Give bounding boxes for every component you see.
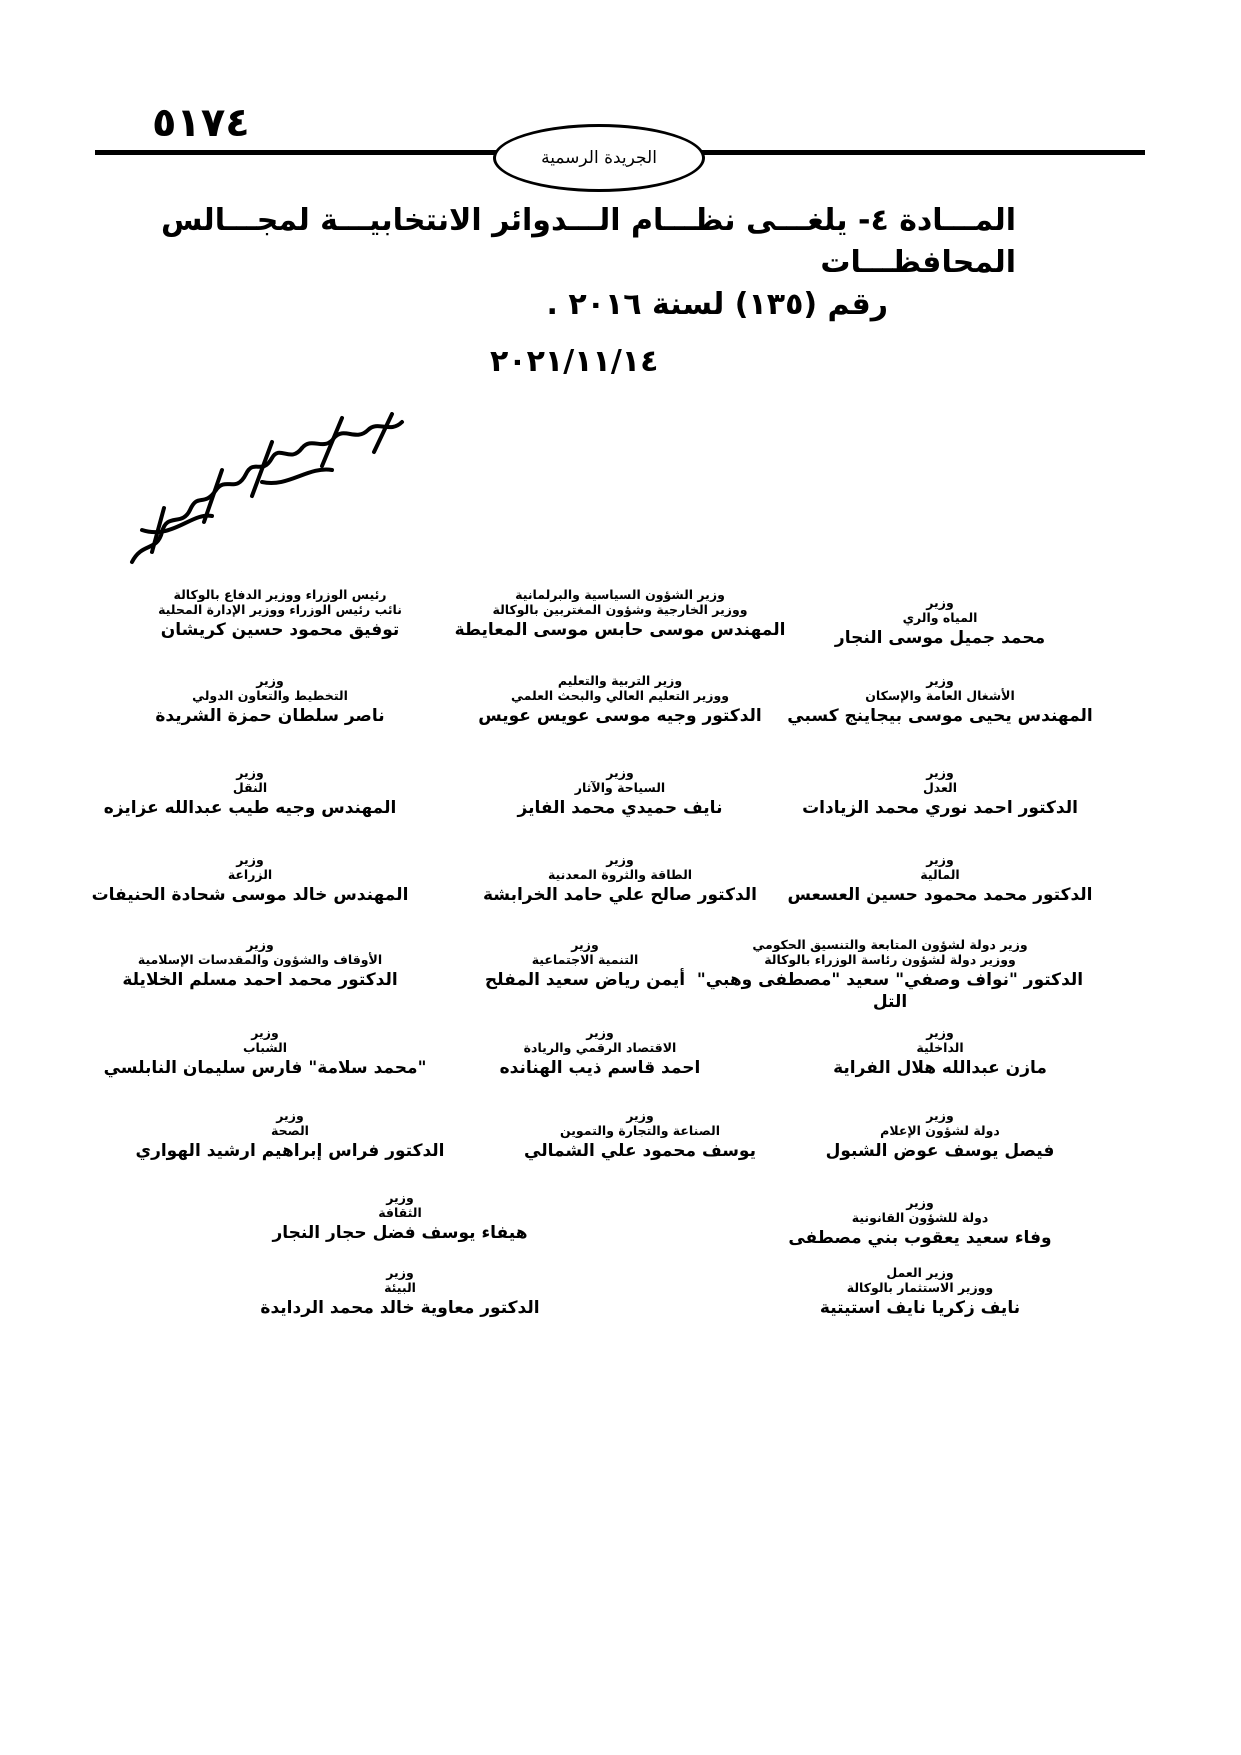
minister-title-line: المياه والري <box>902 610 978 625</box>
minister-name: يوسف محمود علي الشمالي <box>524 1141 756 1161</box>
minister-name: الدكتور معاوية خالد محمد الردايدة <box>260 1298 540 1318</box>
gazette-title-oval <box>493 124 705 192</box>
minister-block <box>420 1025 780 1079</box>
minister-block <box>420 673 820 727</box>
minister-title-line: الاقتصاد الرقمي والريادة <box>523 1040 677 1055</box>
minister-title-line: وزير الشؤون السياسية والبرلمانية <box>515 587 725 602</box>
royal-signature <box>112 412 412 572</box>
article-text <box>116 200 1016 326</box>
minister-name: الدكتور "نواف وصفي" سعيد "مصطفى وهبي" التل <box>696 970 1084 1012</box>
signature-strokes <box>132 414 402 562</box>
minister-name: فيصل يوسف عوض الشبول <box>825 1141 1055 1161</box>
minister-block <box>780 1108 1100 1162</box>
minister-block <box>420 587 820 641</box>
page-number: ٥١٧٤ <box>152 100 250 146</box>
minister-title-line: وزير <box>236 852 264 867</box>
minister-block <box>760 1265 1080 1319</box>
minister-name: الدكتور احمد نوري محمد الزيادات <box>802 798 1078 818</box>
minister-name: توفيق محمود حسين كريشان <box>160 620 400 640</box>
minister-title-line: الداخلية <box>916 1040 964 1055</box>
minister-title-line: الصحة <box>271 1123 309 1138</box>
minister-name: الدكتور محمد احمد مسلم الخلايلة <box>122 970 398 990</box>
minister-title-line: التنمية الاجتماعية <box>531 952 639 967</box>
minister-title-line: وزير <box>236 765 264 780</box>
minister-title-line: دولة لشؤون الإعلام <box>880 1123 1000 1138</box>
minister-title-line: دولة للشؤون القانونية <box>851 1210 989 1225</box>
minister-name: مازن عبدالله هلال الفراية <box>833 1058 1047 1078</box>
minister-title-line: وزير <box>606 852 634 867</box>
minister-title-line: الزراعة <box>227 867 273 882</box>
minister-block <box>780 673 1100 727</box>
minister-block <box>100 1108 480 1162</box>
minister-title-line: ووزير دولة لشؤون رئاسة الوزراء بالوكالة <box>764 952 1016 967</box>
minister-title-line: ووزير الخارجية وشؤون المغتربين بالوكالة <box>492 602 748 617</box>
minister-name: وفاء سعيد يعقوب بني مصطفى <box>788 1228 1052 1248</box>
minister-block <box>795 595 1085 649</box>
minister-title-line: وزير <box>386 1190 414 1205</box>
minister-title-line: المالية <box>920 867 960 882</box>
minister-block <box>780 1025 1100 1079</box>
minister-name: المهندس وجيه طيب عبدالله عزايزه <box>103 798 397 818</box>
minister-title-line: الثقافة <box>378 1205 422 1220</box>
minister-title-line: وزير <box>246 937 274 952</box>
minister-block <box>80 1025 450 1079</box>
minister-name: هيفاء يوسف فضل حجار النجار <box>272 1223 528 1243</box>
minister-name: "محمد سلامة" فارس سليمان النابلسي <box>103 1058 427 1078</box>
minister-title-line: الطاقة والثروة المعدنية <box>547 867 693 882</box>
minister-title-line: وزير التربية والتعليم <box>557 673 683 688</box>
minister-block <box>90 937 430 991</box>
minister-block <box>420 937 750 991</box>
minister-title-line: وزير <box>256 673 284 688</box>
minister-title-line: وزير العمل <box>886 1265 954 1280</box>
minister-title-line: وزير <box>926 595 954 610</box>
minister-title-line: وزير <box>926 1108 954 1123</box>
minister-block <box>80 765 420 819</box>
minister-name: الدكتور صالح علي حامد الخرابشة <box>482 885 757 905</box>
minister-name: الدكتور فراس إبراهيم ارشيد الهواري <box>135 1141 445 1161</box>
minister-title-line: وزير <box>586 1025 614 1040</box>
minister-title-line: الأشغال العامة والإسكان <box>865 688 1015 703</box>
minister-title-line: رئيس الوزراء ووزير الدفاع بالوكالة <box>173 587 387 602</box>
gazette-title: الجريدة الرسمية <box>541 148 657 168</box>
minister-block <box>90 587 470 641</box>
minister-title-line: نائب رئيس الوزراء ووزير الإدارة المحلية <box>158 602 402 617</box>
minister-title-line: وزير <box>906 1195 934 1210</box>
minister-title-line: السياحة والآثار <box>574 780 666 795</box>
minister-name: الدكتور وجيه موسى عويس عويس <box>478 706 762 726</box>
issue-date: ٢٠٢١/١١/١٤ <box>490 344 659 379</box>
article-line-1: المـــادة ٤- يلغـــى نظـــام الـــدوائر الانتخابيـــة لمجـــالس المحافظـــات <box>161 203 1016 280</box>
minister-block <box>470 1108 810 1162</box>
minister-title-line: وزير <box>626 1108 654 1123</box>
minister-name: الدكتور محمد محمود حسين العسعس <box>787 885 1093 905</box>
minister-title-line: وزير <box>251 1025 279 1040</box>
minister-block <box>460 765 780 819</box>
minister-title-line: وزير <box>926 673 954 688</box>
minister-block <box>780 852 1100 906</box>
minister-title-line: الصناعة والتجارة والتموين <box>559 1123 721 1138</box>
minister-block <box>230 1265 570 1319</box>
minister-title-line: التخطيط والتعاون الدولي <box>192 688 348 703</box>
minister-block <box>780 765 1100 819</box>
minister-name: المهندس يحيى موسى بيجاينج كسبي <box>787 706 1093 726</box>
minister-title-line: الأوقاف والشؤون والمقدسات الإسلامية <box>137 952 383 967</box>
minister-name: أيمن رياض سعيد المفلح <box>484 970 686 990</box>
minister-title-line: وزير <box>571 937 599 952</box>
minister-title-line: وزير دولة لشؤون المتابعة والتنسيق الحكومي <box>752 937 1028 952</box>
minister-title-line: النقل <box>232 780 268 795</box>
minister-name: المهندس موسى حابس موسى المعايطة <box>454 620 786 640</box>
minister-name: نايف حميدي محمد الفايز <box>517 798 723 818</box>
minister-title-line: ووزير الاستثمار بالوكالة <box>846 1280 994 1295</box>
minister-title-line: وزير <box>606 765 634 780</box>
minister-block <box>760 1195 1080 1249</box>
minister-title-line: وزير <box>926 1025 954 1040</box>
minister-name: محمد جميل موسى النجار <box>834 628 1046 648</box>
minister-block <box>80 852 420 906</box>
minister-block <box>100 673 440 727</box>
minister-title-line: البيئة <box>384 1280 416 1295</box>
minister-title-line: الشباب <box>242 1040 288 1055</box>
minister-title-line: وزير <box>926 852 954 867</box>
minister-block <box>440 852 800 906</box>
minister-name: احمد قاسم ذيب الهنانده <box>499 1058 701 1078</box>
minister-block <box>240 1190 560 1244</box>
minister-name: نايف زكريا نايف استيتية <box>819 1298 1021 1318</box>
minister-title-line: ووزير التعليم العالي والبحث العلمي <box>510 688 730 703</box>
minister-name: ناصر سلطان حمزة الشريدة <box>155 706 385 726</box>
minister-title-line: وزير <box>276 1108 304 1123</box>
minister-title-line: وزير <box>386 1265 414 1280</box>
article-line-2: رقم (١٣٥) لسنة ٢٠١٦ . <box>546 287 888 322</box>
minister-title-line: العدل <box>922 780 958 795</box>
minister-name: المهندس خالد موسى شحادة الحنيفات <box>91 885 409 905</box>
minister-title-line: وزير <box>926 765 954 780</box>
